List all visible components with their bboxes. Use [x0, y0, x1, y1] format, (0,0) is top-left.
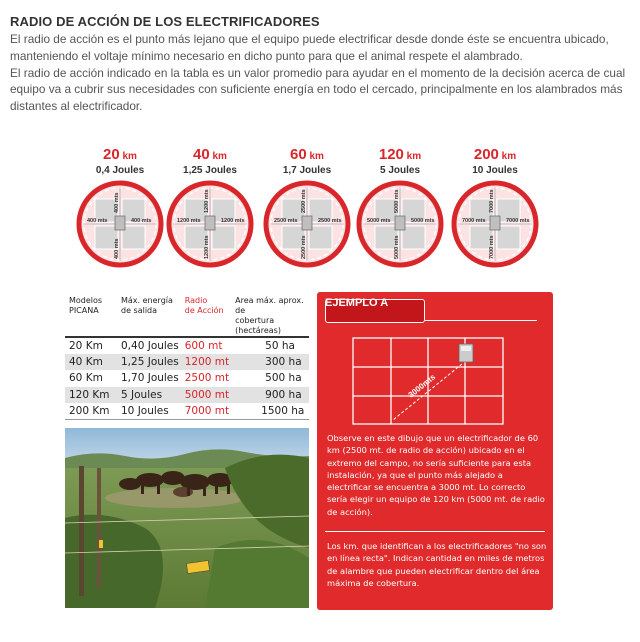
vertical-distance-label: 7000 mts	[489, 189, 495, 213]
cell-area: 1500 ha	[231, 403, 309, 420]
example-note: Los km. que identifican a los electrificadores "no son en línea recta". Indican cantidad en miles de metros de alambre que pueden electrificar dentro del área máxima de cobertura.	[327, 541, 547, 588]
cattle-fence-illustration	[65, 428, 309, 608]
cell-model: 200 Km	[65, 403, 117, 420]
horizontal-distance-label: 1200 mts	[221, 218, 245, 224]
example-title: EJEMPLO A	[325, 297, 389, 309]
table-row	[65, 403, 309, 420]
header-radius: Radio de Acción	[181, 294, 231, 337]
vertical-distance-label: 2500 mts	[301, 235, 307, 259]
table-row	[65, 387, 309, 403]
electrifier-box-icon	[459, 344, 473, 362]
vertical-distance-label: 1200 mts	[204, 235, 210, 259]
field-block	[309, 226, 332, 249]
circle-joules-label: 0,4 Joules	[95, 165, 145, 176]
field-block	[497, 226, 520, 249]
horizontal-distance-label: 7000 mts	[506, 218, 530, 224]
cell-area: 900 ha	[231, 387, 309, 403]
vertical-distance-label: 400 mts	[114, 238, 120, 259]
horizontal-distance-label: 5000 mts	[367, 218, 391, 224]
field-block	[402, 226, 425, 249]
intro-paragraph-1: El radio de acción es el punto más lejano que el equipo puede electrificar desde donde éste se encuentra ubicado, manteniendo el voltaje mínimo necesario en dicho punto para que el animal respete el alambrado.	[10, 32, 609, 63]
cell-area: 500 ha	[265, 372, 302, 385]
electrifier-icon	[302, 216, 312, 230]
example-title-rule	[425, 320, 537, 321]
header-energy: Máx. energía de salida	[117, 294, 181, 337]
intro-paragraph-2: El radio de acción indicado en la tabla es un valor promedio para ayudar en el momento de la decisión acerca de cual equipo va a cubrir sus necesidades con suficiente energía en todo el cercado, principalmente en los alambrados más distantes al electrificador.	[10, 65, 626, 114]
example-panel	[317, 292, 553, 610]
vertical-distance-label: 5000 mts	[394, 189, 400, 213]
horizontal-distance-label: 1200 mts	[177, 218, 201, 224]
cattle-fence-photo	[65, 428, 309, 608]
range-circle-icon	[450, 179, 540, 269]
electrifier-icon	[205, 216, 215, 230]
electrifier-icon	[395, 216, 405, 230]
distance-label: 3000mts	[406, 372, 438, 400]
electrifier-icon	[115, 216, 125, 230]
circle-joules-label: 10 Joules	[472, 165, 518, 176]
section-heading: RADIO DE ACCIÓN DE LOS ELECTRIFICADORES	[10, 14, 320, 29]
horizontal-distance-label: 5000 mts	[411, 218, 435, 224]
intro-text	[10, 31, 635, 115]
circle-km-label: 200 km	[473, 146, 517, 163]
cell-radius: 2500 mt	[184, 372, 230, 385]
horizontal-distance-label: 2500 mts	[318, 218, 342, 224]
cell-radius: 7000 mt	[181, 403, 231, 420]
cell-energy: 5 Joules	[117, 387, 181, 403]
cell-radius: 600 mt	[184, 340, 223, 353]
cell-energy: 10 Joules	[117, 403, 181, 420]
vertical-distance-label: 400 mts	[114, 192, 120, 213]
cell-model: 60 Km	[69, 372, 103, 385]
range-diagrams	[0, 146, 640, 276]
range-circle-icon	[75, 179, 165, 269]
range-circle-icon	[355, 179, 445, 269]
cell-radius: 5000 mt	[181, 387, 231, 403]
table-row	[65, 354, 309, 370]
vertical-distance-label: 1200 mts	[204, 189, 210, 213]
field-block	[212, 226, 235, 249]
cell-energy: 0,40 Joules	[121, 340, 179, 353]
field-block	[122, 226, 145, 249]
circle-joules-label: 1,7 Joules	[282, 165, 332, 176]
cell-area: 50 ha	[265, 340, 295, 353]
range-circle-icon	[262, 179, 352, 269]
circle-km-label: 120 km	[378, 146, 422, 163]
cell-model: 120 Km	[65, 387, 117, 403]
cell-model: 40 Km	[65, 354, 117, 370]
example-divider	[325, 531, 545, 532]
cell-energy: 1,25 Joules	[117, 354, 181, 370]
vertical-distance-label: 5000 mts	[394, 235, 400, 259]
example-text: Observe en este dibujo que un electrificador de 60 km (2500 mt. de radio de acción) ubicado en el extremo del campo, no sería suficiente para esta instalación, ya que el punto más alejado a electrificar se encuentra a 3000 mt. Lo correcto sería elegir un equipo de 120 km (5000 mt. de radio de acción).	[327, 433, 545, 517]
header-area: Area máx. aprox. de cobertura (hectáreas)	[231, 294, 309, 337]
cell-area: 300 ha	[231, 354, 309, 370]
header-model: Modelos PICANA	[65, 294, 117, 337]
vertical-distance-label: 2500 mts	[301, 189, 307, 213]
example-field-diagram	[347, 332, 517, 427]
cell-energy: 1,70 Joules	[121, 372, 179, 385]
circle-km-label: 20 km	[103, 146, 137, 163]
cell-model: 20 Km	[69, 340, 103, 353]
specs-table	[65, 294, 309, 420]
electrifier-icon	[490, 216, 500, 230]
range-circle-icon	[165, 179, 255, 269]
circle-joules-label: 1,25 Joules	[183, 165, 237, 176]
horizontal-distance-label: 400 mts	[87, 218, 108, 224]
table-row	[65, 370, 309, 386]
specs-table-header	[65, 294, 309, 337]
circle-km-label: 40 km	[193, 146, 227, 163]
table-row	[65, 337, 309, 354]
horizontal-distance-label: 2500 mts	[274, 218, 298, 224]
horizontal-distance-label: 400 mts	[131, 218, 152, 224]
vertical-distance-label: 7000 mts	[489, 235, 495, 259]
circle-km-label: 60 km	[290, 146, 324, 163]
horizontal-distance-label: 7000 mts	[462, 218, 486, 224]
cell-radius: 1200 mt	[181, 354, 231, 370]
circle-joules-label: 5 Joules	[379, 165, 421, 176]
